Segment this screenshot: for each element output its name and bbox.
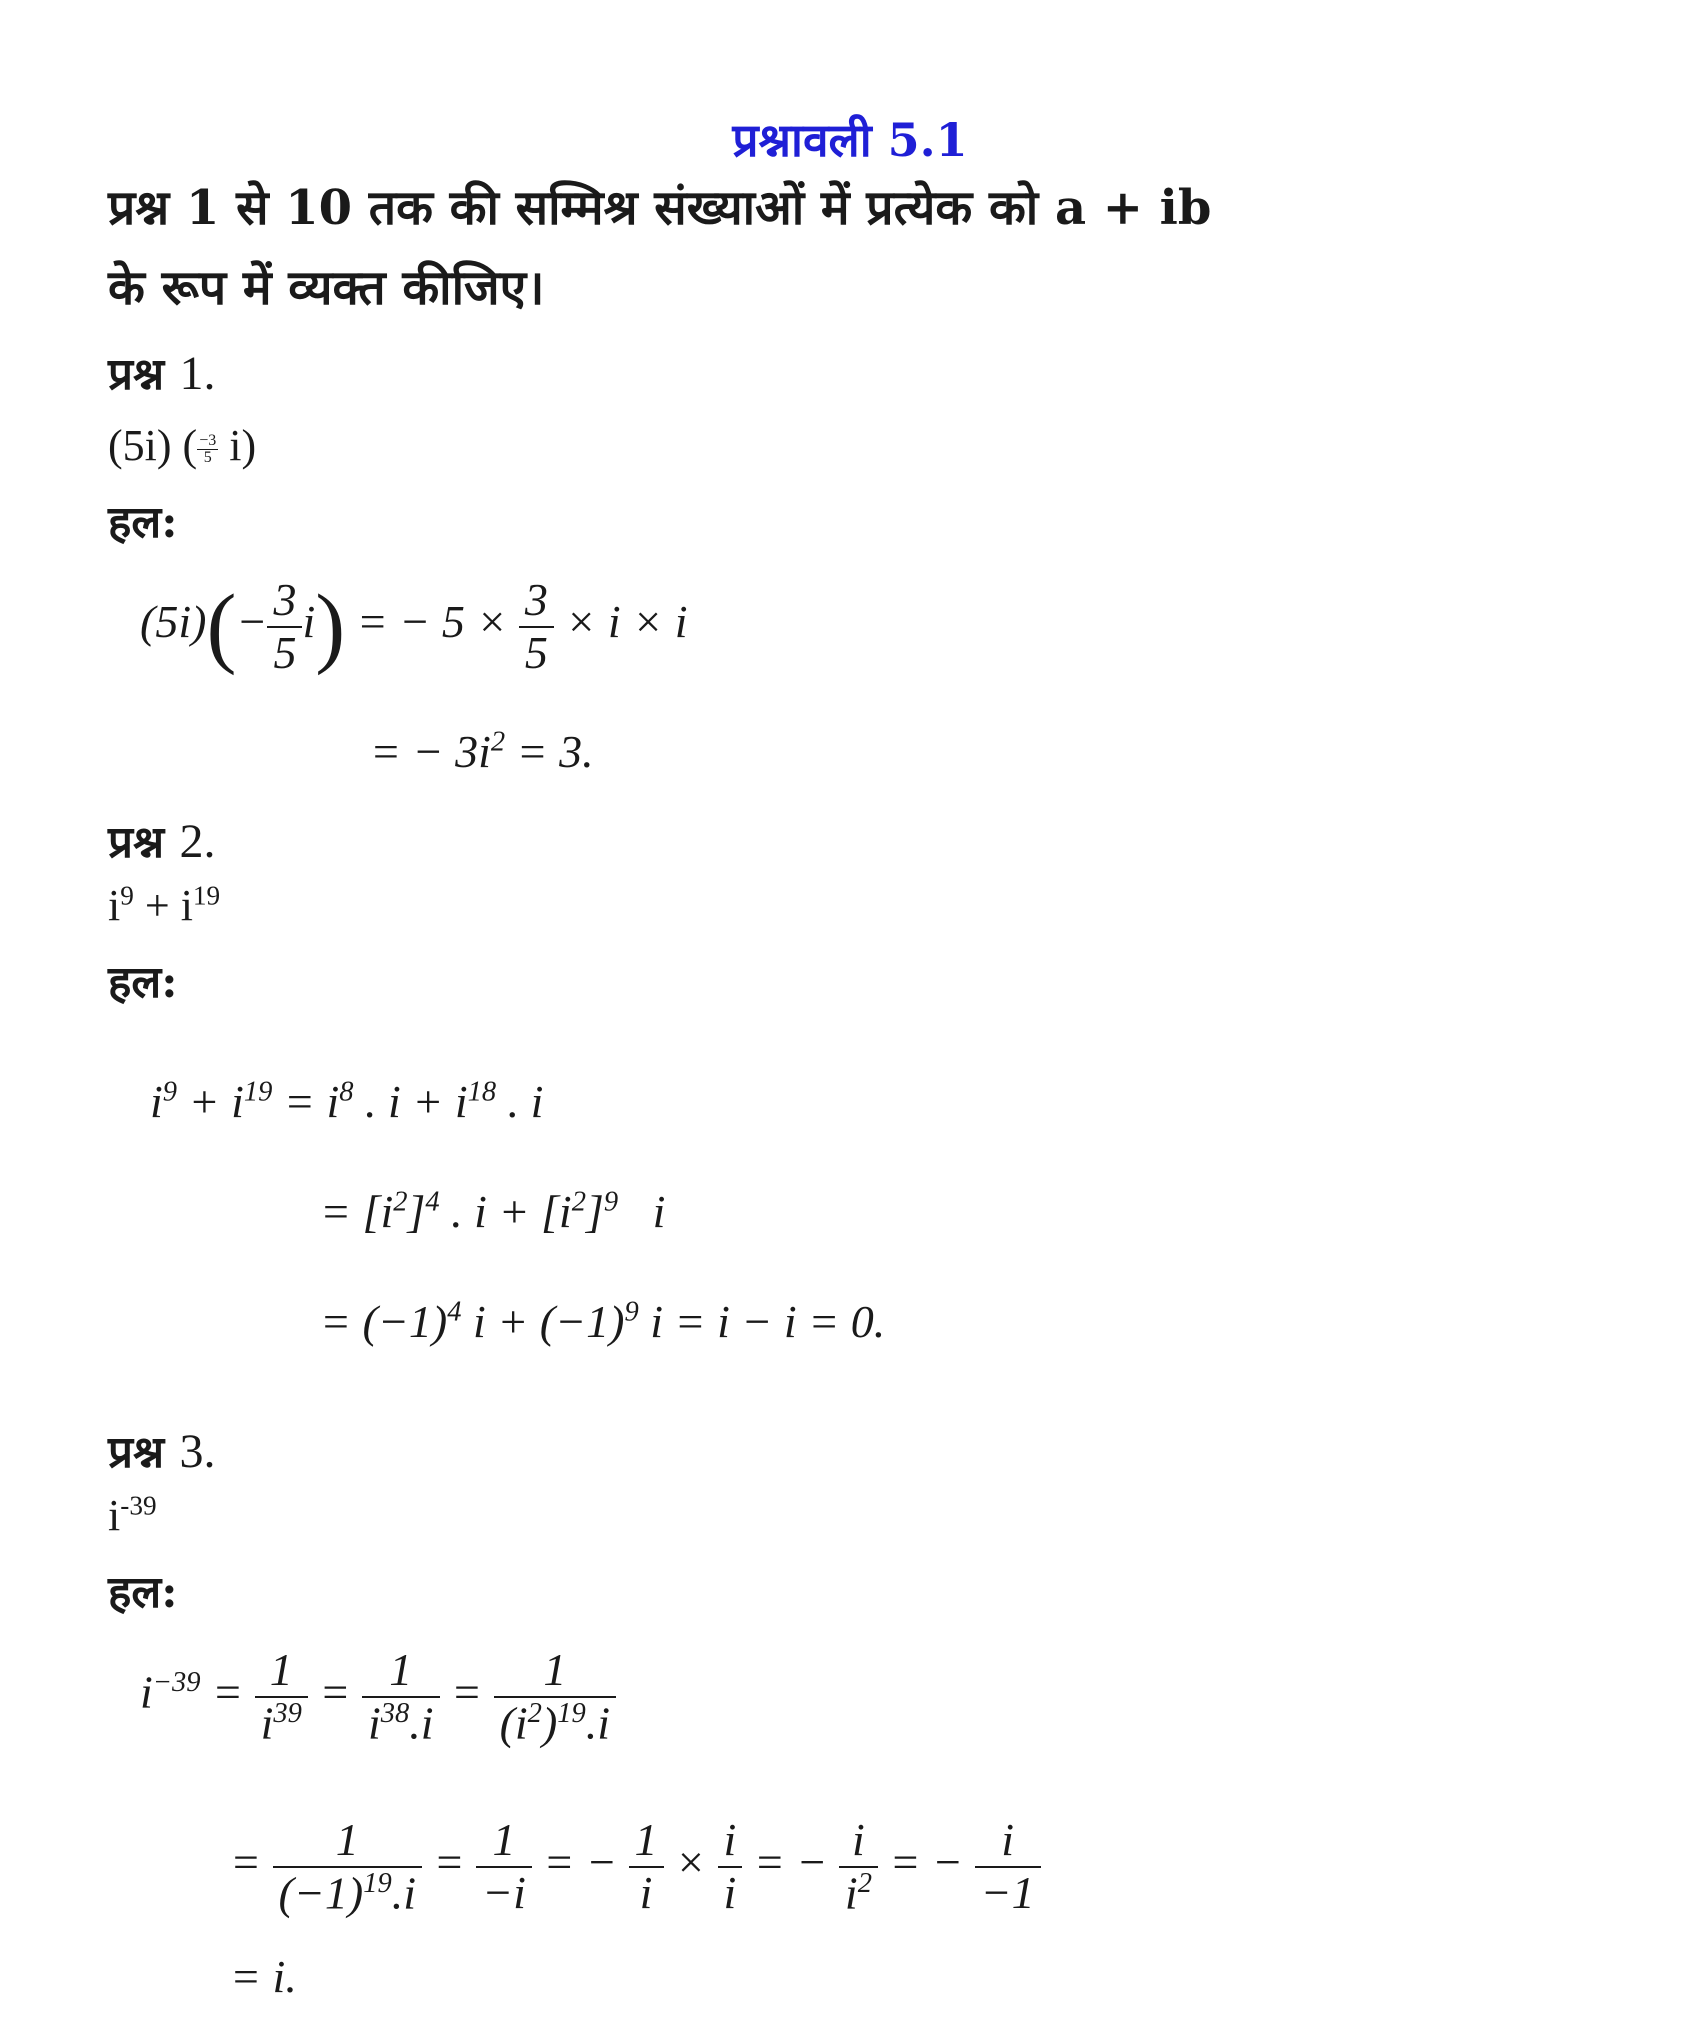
solution-label-3: हल: [108, 1567, 178, 1618]
q1-solution-line-2: = − $3i^2 = 3$. [370, 726, 594, 777]
question-1-expr-text: (5i) ( $\frac{-3}{5}$ i) [108, 421, 257, 470]
question-3-heading [108, 1420, 215, 1480]
instruction-line-2: के रूप में व्यक्त कीजिए। [108, 260, 545, 316]
q1-solution-line-1: (5i)(− $\frac{3}{5}$ i) = − 5 × $\frac{3}{5}$ × i × i [140, 574, 688, 678]
question-1-expression [108, 420, 256, 471]
question-number: 2. [179, 815, 216, 868]
solution-label-2: हल: [108, 957, 178, 1008]
q3-solution-line-2: = $\frac{1}{(-1)^{19}.i}$ = $\frac{1}{-i}$ = − $\frac{1}{i}$ × $\frac{i}{i}$ = − $\frac{i}{i^2}$ = − $\frac{i}{-1}$ [230, 1815, 1041, 1919]
q2-solution-line-2: = $[i^2]^4$ . $i + [i^2]^9$ i [320, 1186, 666, 1237]
question-2-heading [108, 810, 215, 870]
q3-solution-line-1: $i^{-39}$ = $\frac{1}{i^{39}}$ = $\frac{1}{i^{38}.i}$ = $\frac{1}{(i^2)^{19}.i}$ [140, 1645, 616, 1749]
question-label: प्रश्न [108, 817, 165, 868]
q2-solution-line-1: $i^9 + i^{19} = i^8$ . $i + i^{18}$ . i [150, 1076, 544, 1127]
question-number: 3. [179, 1425, 216, 1478]
question-1-heading [108, 342, 215, 402]
solution-label-1: हल: [108, 497, 178, 548]
q3-solution-line-3: = i. [230, 1951, 297, 2002]
q2-solution-line-3: = $(-1)^4$ $i + (-1)^9$ i = i − i = 0. [320, 1296, 886, 1347]
instruction-line-1: प्रश्न 1 से 10 तक की सम्मिश्र संख्याओं में प्रत्येक को a + ib [108, 180, 1212, 236]
question-2-expression: $i^9 + i^{19}$ [108, 880, 221, 930]
question-3-expression: $i^{-39}$ [108, 1490, 157, 1540]
page-title: प्रश्नावली 5.1 [732, 113, 968, 167]
question-label: प्रश्न [108, 1427, 165, 1478]
question-number: 1. [179, 347, 216, 400]
question-label: प्रश्न [108, 349, 165, 400]
